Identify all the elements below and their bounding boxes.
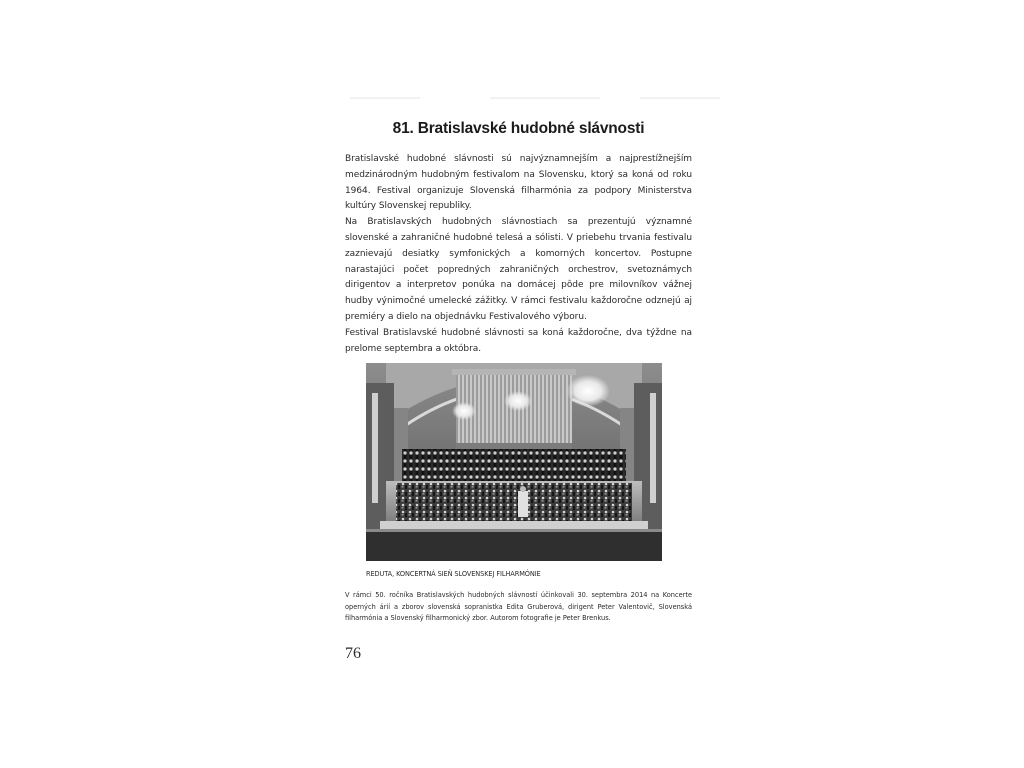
concert-hall-photo bbox=[366, 363, 662, 561]
bleed-through-mark bbox=[490, 97, 600, 99]
paragraph: Festival Bratislavské hudobné slávnosti sa koná každoročne, dva týždne na prelome septembra a októbra. bbox=[345, 327, 692, 354]
paragraph: Bratislavské hudobné slávnosti sú najvýznamnejším a najprestížnejším medzinárodným hudobným festivalom na Slovensku, ktorý sa koná od roku 1964. Festival organizuje Slovenská filharmónia za podpory Ministerstva kultúry Slovenskej republiky. bbox=[345, 154, 692, 212]
page-title: 81. Bratislavské hudobné slávnosti bbox=[392, 120, 645, 137]
photo-caption-text: V rámci 50. ročníka Bratislavských hudobných slávností účinkovali 30. septembra 2014 na Koncerte operných árií a zborov slovenská sopranistka Edita Gruberová, dirigent Peter Valentovič, Slovenská filharmónia a Slovenský filharmonický zbor. Autorom fotografie je Peter Brenkus. bbox=[345, 591, 692, 623]
bleed-through-mark bbox=[350, 97, 420, 99]
bleed-through-mark bbox=[640, 97, 720, 99]
body-text bbox=[345, 152, 692, 357]
photo-caption-title: REDUTA, KONCERTNÁ SIEŇ SLOVENSKEJ FILHARMÓNIE bbox=[366, 570, 541, 578]
page-number: 76 bbox=[345, 645, 361, 662]
paragraph: Na Bratislavských hudobných slávnostiach sa prezentujú významné slovenské a zahraničné hudobné telesá a sólisti. V priebehu trvania festivalu zaznievajú desiatky symfonických a komorných koncertov. Postupne narastajúci počet popredných zahraničných orchestrov, svetoznámych dirigentov a interpretov ponúka na domácej pôde pre milovníkov vážnej hudby výnimočné umelecké zážitky. V rámci festivalu každoročne odznejú aj premiéry a dielo na objednávku Festivalového výboru. bbox=[345, 217, 692, 322]
